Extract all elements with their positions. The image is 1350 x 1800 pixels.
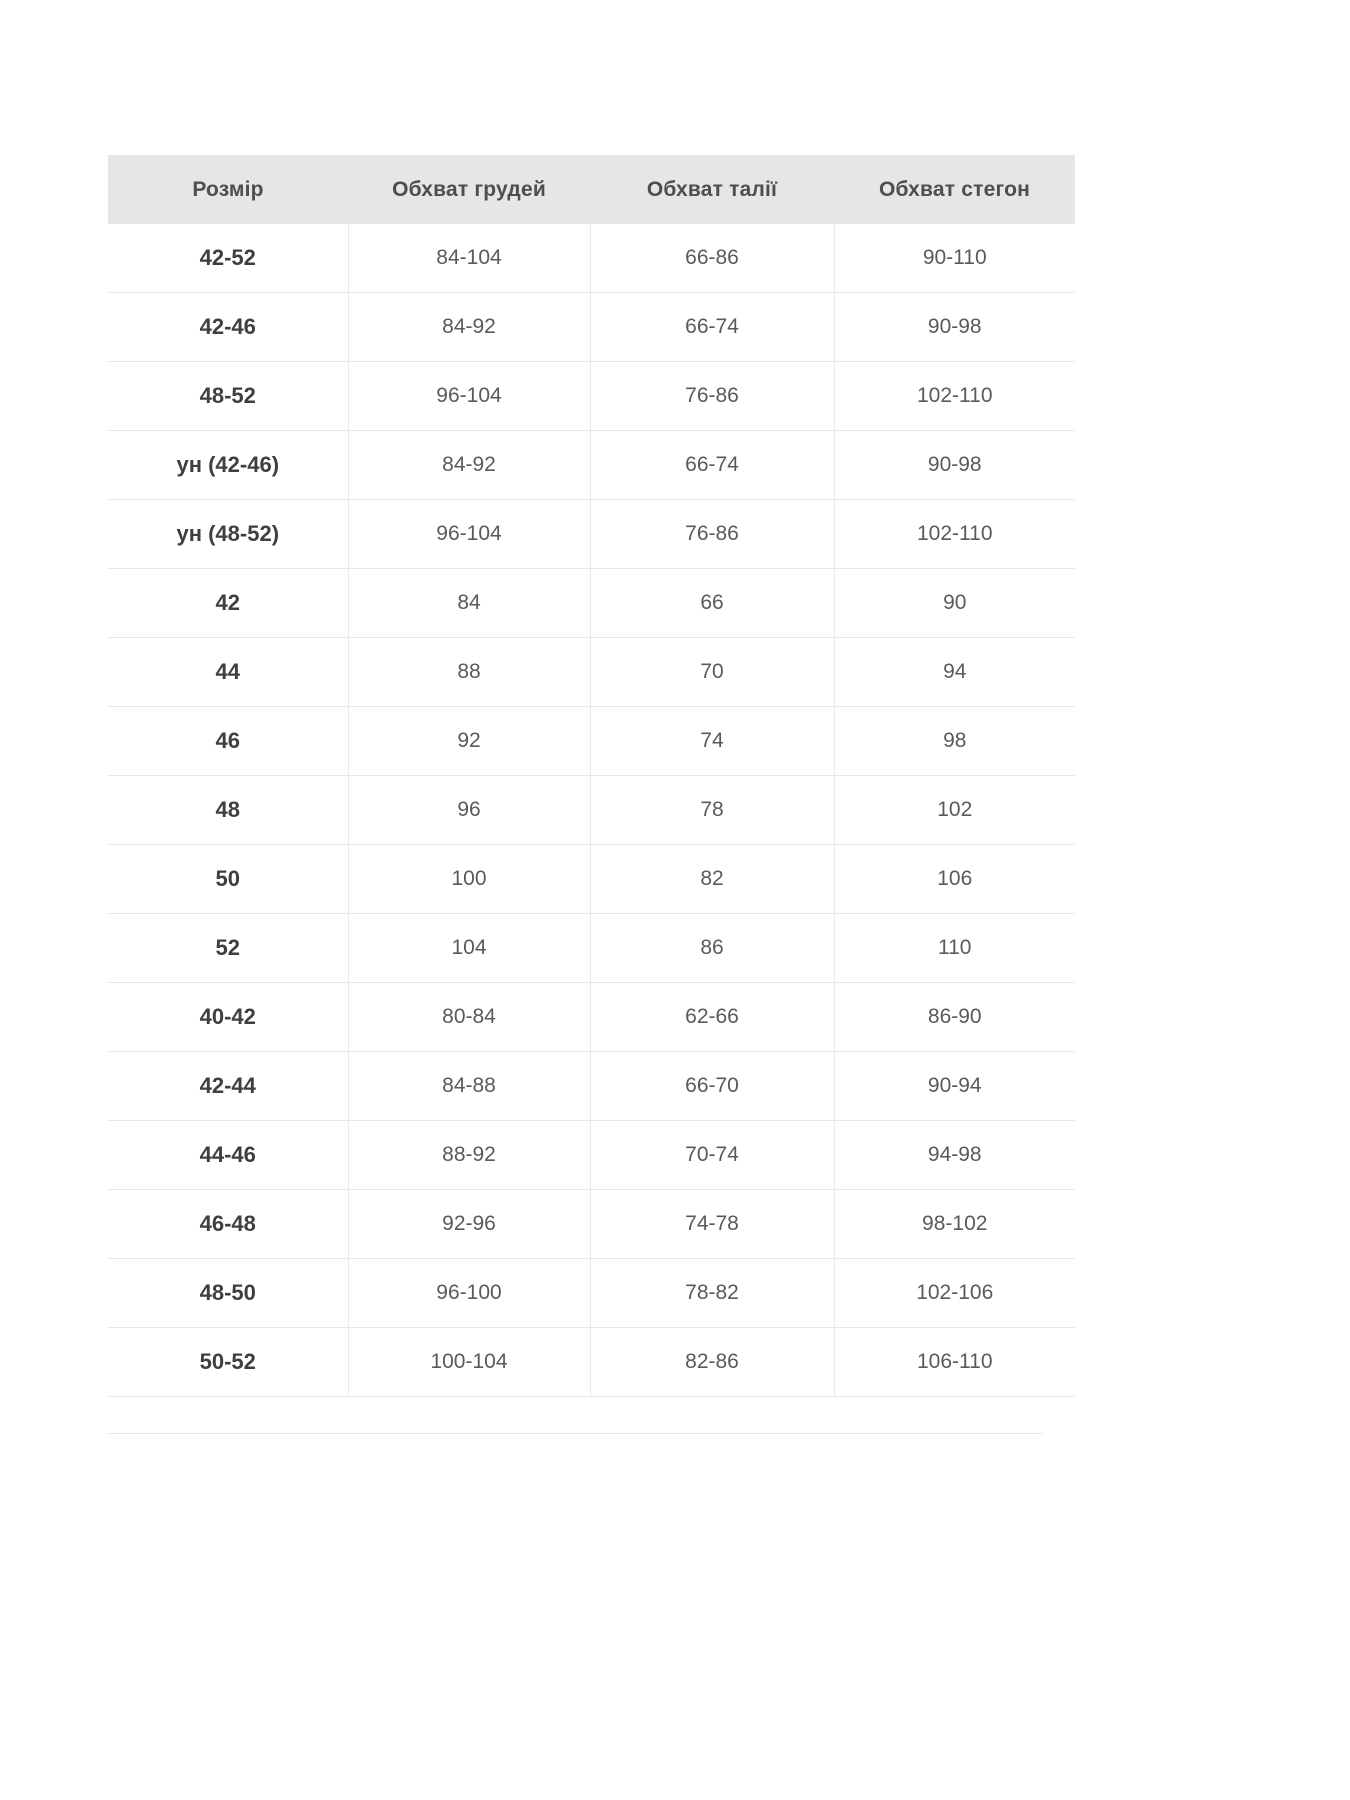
cell-size: 42-52 — [108, 224, 348, 293]
cell-waist: 74-78 — [590, 1190, 834, 1259]
cell-hips: 110 — [834, 914, 1075, 983]
table-row — [108, 1052, 1075, 1121]
cell-chest: 84-92 — [348, 293, 590, 362]
cell-size: 46 — [108, 707, 348, 776]
cell-waist: 66 — [590, 569, 834, 638]
cell-size: 50-52 — [108, 1328, 348, 1397]
cell-waist: 66-74 — [590, 293, 834, 362]
column-header-waist: Обхват талії — [590, 155, 834, 224]
cell-chest: 88-92 — [348, 1121, 590, 1190]
table-header-row — [108, 155, 1075, 224]
cell-hips: 90-98 — [834, 431, 1075, 500]
cell-waist: 70-74 — [590, 1121, 834, 1190]
cell-chest: 84-92 — [348, 431, 590, 500]
cell-size: ун (48-52) — [108, 500, 348, 569]
table-row — [108, 500, 1075, 569]
cell-waist: 62-66 — [590, 983, 834, 1052]
cell-chest: 92-96 — [348, 1190, 590, 1259]
cell-chest: 96 — [348, 776, 590, 845]
cell-chest: 104 — [348, 914, 590, 983]
cell-waist: 86 — [590, 914, 834, 983]
cell-waist: 74 — [590, 707, 834, 776]
cell-waist: 66-74 — [590, 431, 834, 500]
column-header-size: Розмір — [108, 155, 348, 224]
cell-waist: 66-86 — [590, 224, 834, 293]
table-row — [108, 431, 1075, 500]
cell-hips: 98-102 — [834, 1190, 1075, 1259]
cell-hips: 102 — [834, 776, 1075, 845]
table-row — [108, 638, 1075, 707]
cell-chest: 84 — [348, 569, 590, 638]
table-body — [108, 224, 1075, 1397]
table-row — [108, 1259, 1075, 1328]
cell-size: 44-46 — [108, 1121, 348, 1190]
cell-size: ун (42-46) — [108, 431, 348, 500]
table-row — [108, 1328, 1075, 1397]
cell-chest: 84-88 — [348, 1052, 590, 1121]
cell-waist: 70 — [590, 638, 834, 707]
cell-size: 48-52 — [108, 362, 348, 431]
table-row — [108, 707, 1075, 776]
table-bottom-divider — [108, 1433, 1043, 1434]
cell-hips: 98 — [834, 707, 1075, 776]
table-row — [108, 569, 1075, 638]
cell-size: 52 — [108, 914, 348, 983]
cell-hips: 94-98 — [834, 1121, 1075, 1190]
cell-size: 50 — [108, 845, 348, 914]
size-chart-table — [108, 155, 1075, 1397]
cell-waist: 78 — [590, 776, 834, 845]
cell-hips: 102-106 — [834, 1259, 1075, 1328]
cell-size: 42-46 — [108, 293, 348, 362]
cell-size: 40-42 — [108, 983, 348, 1052]
table-header — [108, 155, 1075, 224]
cell-hips: 106-110 — [834, 1328, 1075, 1397]
table-row — [108, 1121, 1075, 1190]
cell-hips: 90-94 — [834, 1052, 1075, 1121]
cell-chest: 88 — [348, 638, 590, 707]
cell-size: 48-50 — [108, 1259, 348, 1328]
cell-waist: 82-86 — [590, 1328, 834, 1397]
table-row — [108, 224, 1075, 293]
table-row — [108, 914, 1075, 983]
cell-hips: 86-90 — [834, 983, 1075, 1052]
size-chart-container — [108, 155, 1043, 1434]
table-row — [108, 362, 1075, 431]
table-row — [108, 293, 1075, 362]
cell-chest: 96-104 — [348, 362, 590, 431]
cell-chest: 84-104 — [348, 224, 590, 293]
cell-chest: 96-100 — [348, 1259, 590, 1328]
table-row — [108, 1190, 1075, 1259]
cell-size: 42-44 — [108, 1052, 348, 1121]
cell-size: 48 — [108, 776, 348, 845]
column-header-hips: Обхват стегон — [834, 155, 1075, 224]
column-header-chest: Обхват грудей — [348, 155, 590, 224]
cell-hips: 90-98 — [834, 293, 1075, 362]
cell-size: 46-48 — [108, 1190, 348, 1259]
cell-chest: 100 — [348, 845, 590, 914]
cell-waist: 82 — [590, 845, 834, 914]
cell-chest: 96-104 — [348, 500, 590, 569]
table-row — [108, 845, 1075, 914]
cell-waist: 66-70 — [590, 1052, 834, 1121]
cell-chest: 92 — [348, 707, 590, 776]
cell-hips: 90 — [834, 569, 1075, 638]
cell-hips: 94 — [834, 638, 1075, 707]
cell-hips: 102-110 — [834, 362, 1075, 431]
table-row — [108, 776, 1075, 845]
table-row — [108, 983, 1075, 1052]
cell-waist: 76-86 — [590, 500, 834, 569]
cell-size: 44 — [108, 638, 348, 707]
cell-chest: 80-84 — [348, 983, 590, 1052]
cell-chest: 100-104 — [348, 1328, 590, 1397]
cell-hips: 90-110 — [834, 224, 1075, 293]
cell-waist: 78-82 — [590, 1259, 834, 1328]
cell-waist: 76-86 — [590, 362, 834, 431]
cell-hips: 106 — [834, 845, 1075, 914]
cell-hips: 102-110 — [834, 500, 1075, 569]
cell-size: 42 — [108, 569, 348, 638]
